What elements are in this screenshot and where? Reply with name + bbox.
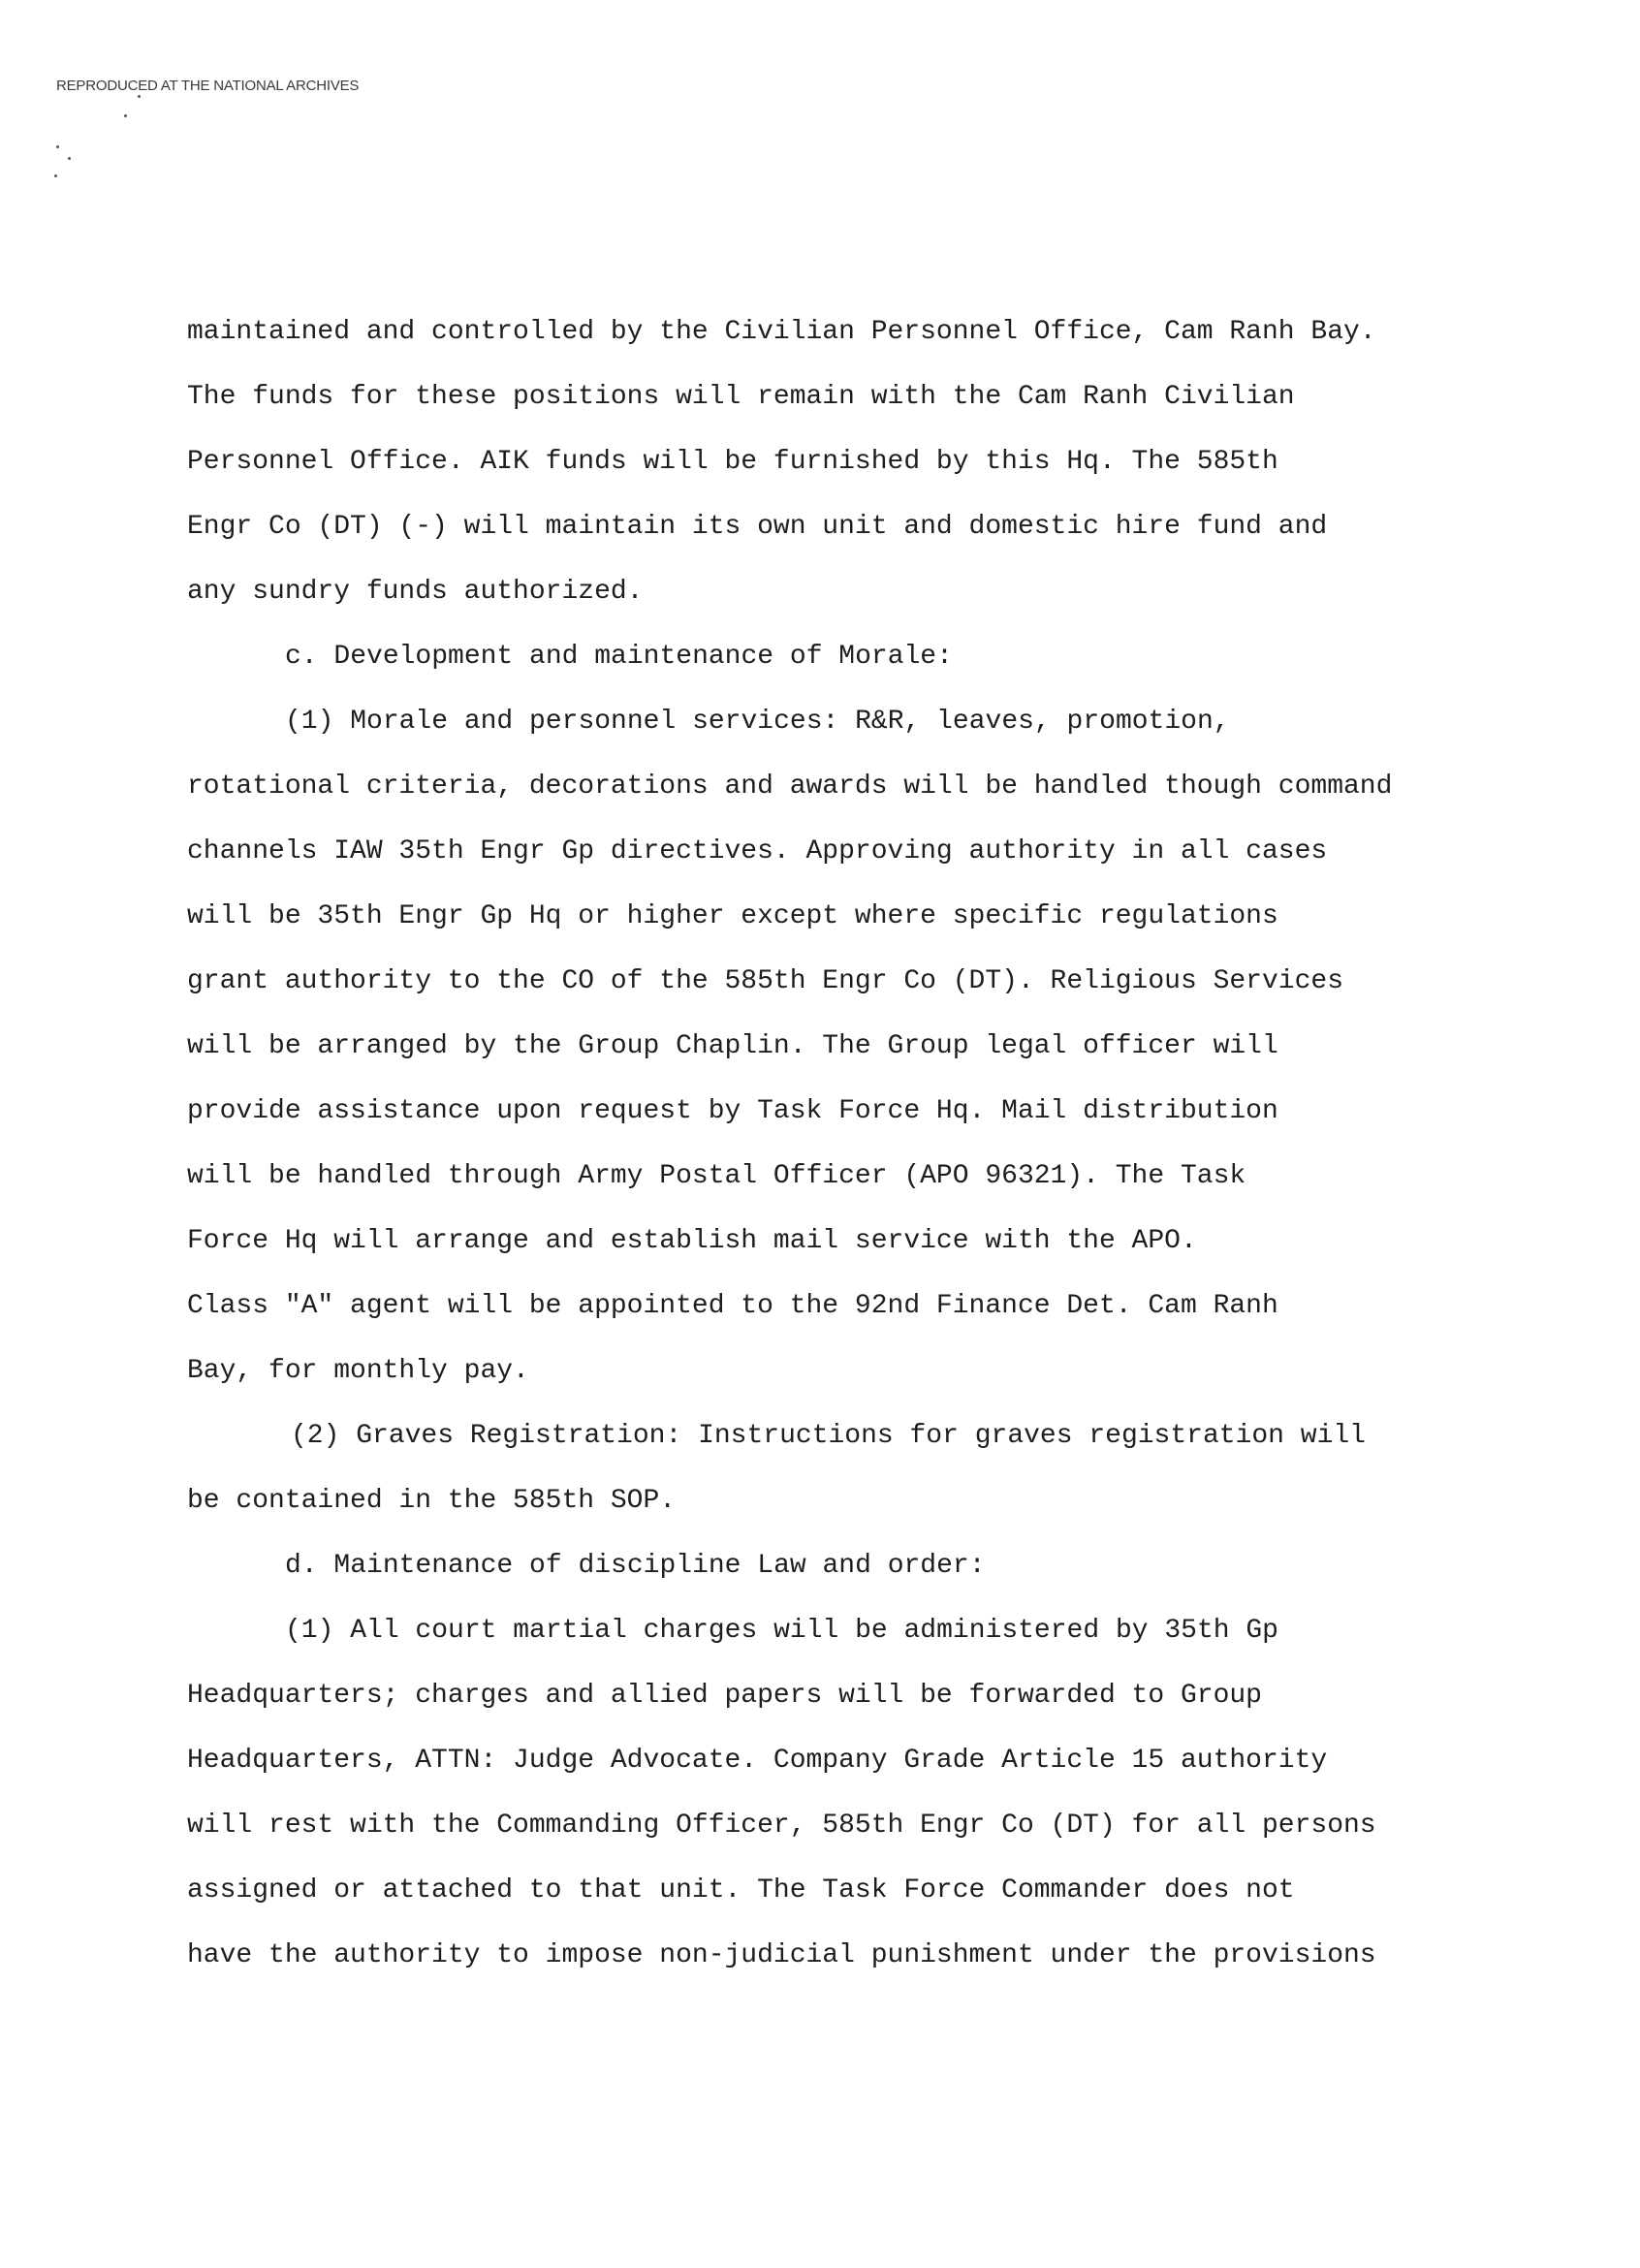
text-line: be contained in the 585th SOP. (187, 1486, 677, 1516)
text-line: Headquarters, ATTN: Judge Advocate. Company Grade Article 15 authority (187, 1746, 1328, 1776)
scan-speck (138, 95, 141, 98)
text-line: Bay, for monthly pay. (187, 1356, 529, 1386)
text-line: assigned or attached to that unit. The Task Force Commander does not (187, 1875, 1295, 1906)
text-line: Headquarters; charges and allied papers will be forwarded to Group (187, 1681, 1262, 1711)
text-line: Engr Co (DT) (-) will maintain its own unit and domestic hire fund and (187, 512, 1328, 542)
text-line: will be arranged by the Group Chaplin. The Group legal officer will (187, 1031, 1278, 1061)
archive-stamp: REPRODUCED AT THE NATIONAL ARCHIVES (56, 78, 360, 94)
text-line: have the authority to impose non-judicial punishment under the provisions (187, 1940, 1376, 1970)
text-line: channels IAW 35th Engr Gp directives. Approving authority in all cases (187, 836, 1328, 866)
text-line: Class "A" agent will be appointed to the 92nd Finance Det. Cam Ranh (187, 1291, 1278, 1321)
scan-speck (56, 145, 59, 148)
text-line: will be 35th Engr Gp Hq or higher except where specific regulations (187, 901, 1278, 931)
section-heading: d. Maintenance of discipline Law and order: (285, 1551, 986, 1581)
subsection-line: (1) All court martial charges will be administered by 35th Gp (285, 1616, 1278, 1646)
text-line: rotational criteria, decorations and awards will be handled though command (187, 772, 1393, 802)
text-line: Personnel Office. AIK funds will be furnished by this Hq. The 585th (187, 447, 1278, 477)
subsection-line: (1) Morale and personnel services: R&R, leaves, promotion, (285, 707, 1230, 737)
document-body (187, 310, 1476, 1999)
scan-speck (68, 157, 71, 160)
text-line: The funds for these positions will remain with the Cam Ranh Civilian (187, 382, 1295, 412)
text-line: grant authority to the CO of the 585th Engr Co (DT). Religious Services (187, 966, 1343, 996)
text-line: will be handled through Army Postal Officer (APO 96321). The Task (187, 1161, 1246, 1191)
subsection-line: (2) Graves Registration: Instructions for graves registration will (291, 1421, 1366, 1451)
text-line: any sundry funds authorized. (187, 577, 644, 607)
text-line: Force Hq will arrange and establish mail service with the APO. (187, 1226, 1197, 1256)
text-line: will rest with the Commanding Officer, 585th Engr Co (DT) for all persons (187, 1811, 1376, 1841)
text-line: provide assistance upon request by Task Force Hq. Mail distribution (187, 1096, 1278, 1126)
section-heading: c. Development and maintenance of Morale: (285, 642, 953, 672)
scan-speck (124, 114, 127, 117)
scan-speck (54, 174, 57, 177)
text-line: maintained and controlled by the Civilian Personnel Office, Cam Ranh Bay. (187, 317, 1376, 347)
